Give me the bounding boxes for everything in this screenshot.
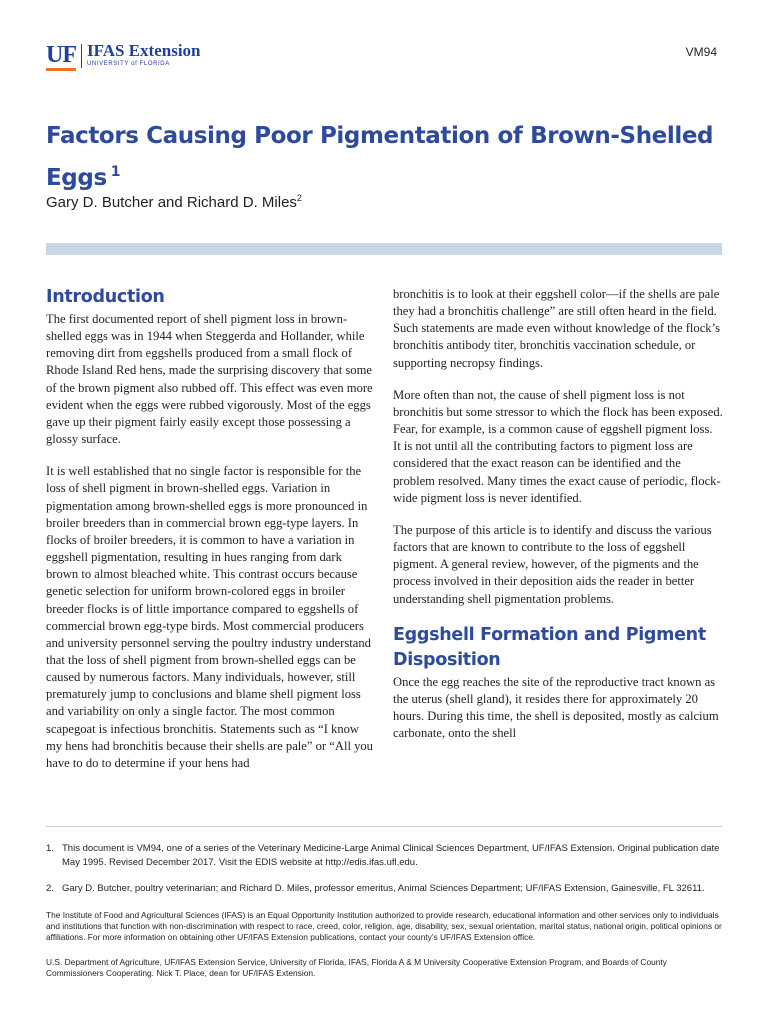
logo-ifas-extension: IFAS Extension [87,41,201,60]
logo-divider [81,44,82,68]
footnotes [46,842,726,908]
ifas-extension-logo [46,42,201,71]
footnote-divider [46,826,722,827]
equal-opportunity-statement: The Institute of Food and Agricultural Sciences (IFAS) is an Equal Opportunity Institution authorized to provide research, educational information and other services only to individuals and institutions that function with non-discrimination with respect to race, creed, color, religion, age, disability, sex, sexual orientation, marital status, national origin, political opinions or affiliations. For more information on obtaining other UF/IFAS Extension publications, contact your county’s UF/IFAS Extension office. [46,910,722,943]
right-column [393,286,723,757]
footnote-1 [46,842,726,870]
paragraph: The first documented report of shell pigment loss in brown-shelled eggs was in 1944 when Steggerda and Hollander, while removing dirt from eggshells produced from a small flock of Rhode Island Red hens, made the surprising discovery that some of the brown pigment also rubbed off. This effect was even more evident when the eggs were rubbed vigorously. Most of the eggs gave up their pigment fairly easily except those possessing a glossy surface. [46,312,373,447]
section-heading-eggshell-formation: Eggshell Formation and Pigment Disposition [393,624,706,670]
logo-text [87,42,201,68]
uf-logo-mark: UF [46,42,76,71]
authors [46,193,302,211]
page-title [46,118,726,196]
paragraph: bronchitis is to look at their eggshell color—if the shells are pale they had a bronchitis challenge” are still often heard in the field. Such statements are made even without knowledge of the flock’s bronchitis antibody titer, bronchitis vaccination schedule, or supporting necropsy findings. [393,287,720,370]
title-footnote-marker: 1 [110,164,121,180]
logo-university-of-florida: UNIVERSITY of FLORIDA [87,61,170,67]
footnote-2 [46,882,726,896]
paragraph: It is well established that no single factor is responsible for the loss of shell pigment in brown-shelled eggs. Variation in pigmentation among brown-shelled eggs is more pronounced in broiler breeders than in commercial brown egg-type layers. In flocks of broiler breeders, it is common to have a variation in eggshell pigmentation, resulting in hues ranging from dark brown to almost bleached white. This contrast occurs because genetic selection for uniform brown-colored eggs in broiler breeder flocks is of little importance compared to eggshells of commercial brown egg-type birds. Most commercial producers and university personnel serving the poultry industry understand that the loss of shell pigment from brown-shelled eggs can be caused by numerous factors. Many individuals, however, still prematurely jump to conclusions and blame shell pigment loss and variability on only a single factor. The most common scapegoat is infectious bronchitis. Statements such as “I know my hens had bronchitis because their shells are pale” or “All you have to do to determine if your hens had [46,464,373,770]
footnote-number: 2. [46,883,54,894]
left-column [46,285,376,787]
section-heading-introduction: Introduction [46,287,165,307]
title-divider-bar [46,243,722,255]
author-names: Gary D. Butcher and Richard D. Miles [46,194,297,211]
footnote-text: Gary D. Butcher, poultry veterinarian; and Richard D. Miles, professor emeritus, Animal Sciences Department; UF/IFAS Extension, Gainesville, FL 32611. [62,883,705,894]
paragraph: Once the egg reaches the site of the reproductive tract known as the uterus (shell gland), it resides there for approximately 20 hours. During this time, the shell is deposited, mostly as calcium carbonate, onto the shell [393,674,719,741]
footnote-number: 1. [46,843,54,854]
paragraph: More often than not, the cause of shell pigment loss is not bronchitis but some stressor to which the flock has been exposed. Fear, for example, is a common cause of eggshell pigment loss. It is not until all the contributing factors to pigment loss are considered that the exact reason can be identified and the problem resolved. Many times the exact cause of periodic, flock-wide pigment loss is never identified. [393,387,723,505]
title-text: Factors Causing Poor Pigmentation of Brown-Shelled Eggs [46,123,714,191]
authors-footnote-marker: 2 [296,193,302,203]
footnote-text: This document is VM94, one of a series of the Veterinary Medicine-Large Animal Clinical Sciences Department, UF/IFAS Extension. Original publication date May 1995. Revised December 2017. Visit the EDIS website at http://edis.ifas.ufl.edu. [62,843,720,868]
document-code: VM94 [685,45,717,59]
paragraph: The purpose of this article is to identify and discuss the various factors that are known to contribute to the loss of eggshell pigment. A general review, however, of the pigments and the process involved in their deposition aids the reader in better understanding shell pigmentation problems. [393,522,712,606]
cooperating-agencies-statement: U.S. Department of Agriculture, UF/IFAS Extension Service, University of Florida, IFAS, Florida A & M University Cooperative Extension Program, and Boards of County Commissioners Cooperating. Nick T. Place, dean for UF/IFAS Extension. [46,957,667,979]
